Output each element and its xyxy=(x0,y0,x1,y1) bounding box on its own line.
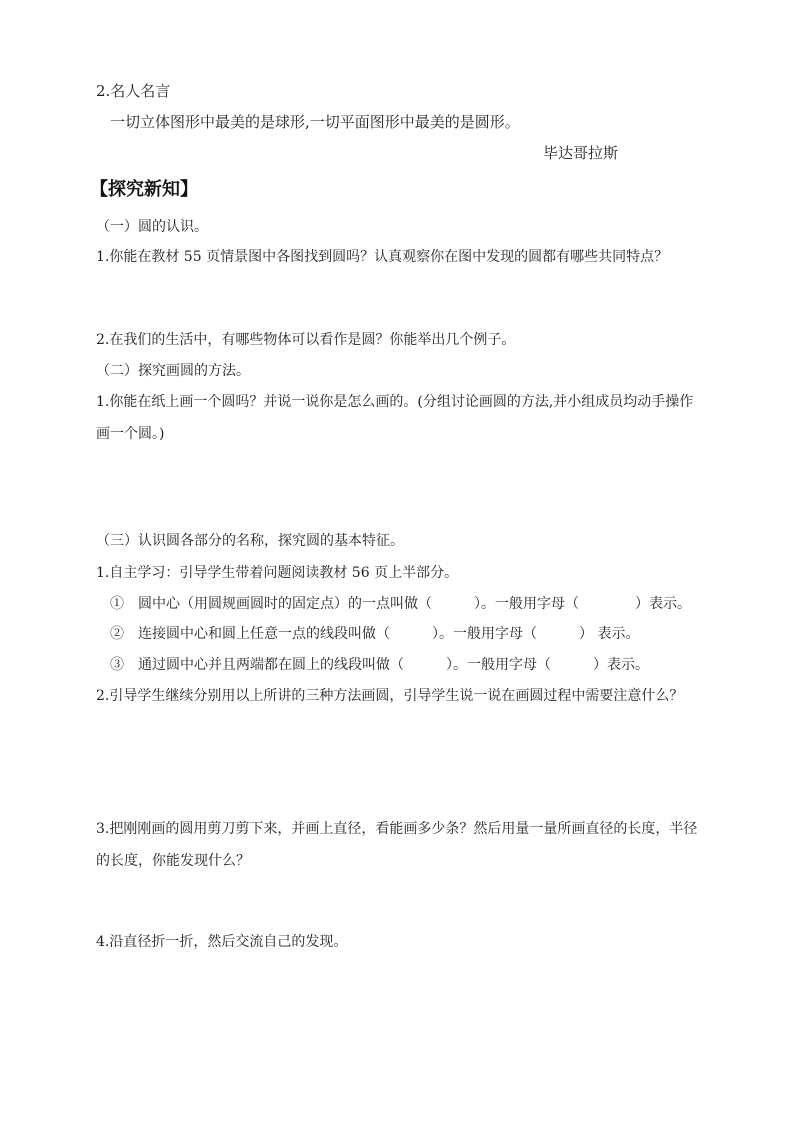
part3-item-2: ② 连接圆中心和圆上任意一点的线段叫做（ ）。一般用字母（ ） 表示。 xyxy=(110,626,640,642)
part3-title: （三）认识圆各部分的名称，探究圆的基本特征。 xyxy=(96,533,404,549)
part3-item-1: ① 圆中心（用圆规画圆时的固定点）的一点叫做（ ）。一般用字母（ ）表示。 xyxy=(110,596,691,612)
part3-question-3-line-1: 3.把刚刚画的圆用剪刀剪下来，并画上直径，看能画多少条？然后用量一量所画直径的长度，半径 xyxy=(96,821,698,837)
part3-question-1: 1.自主学习：引导学生带着问题阅读教材 56 页上半部分。 xyxy=(96,565,459,581)
part2-question-1-line-1: 1.你能在纸上画一个圆吗？并说一说你是怎么画的。(分组讨论画圆的方法,并小组成员均动手操作 xyxy=(96,394,694,410)
part1-question-1: 1.你能在教材 55 页情景图中各图找到圆吗？认真观察你在图中发现的圆都有哪些共同特点？ xyxy=(96,249,669,265)
part3-question-2: 2.引导学生继续分别用以上所讲的三种方法画圆，引导学生说一说在画圆过程中需要注意什么？ xyxy=(96,688,684,704)
part2-question-1-line-2: 画一个圆。) xyxy=(96,426,165,442)
part1-question-2: 2.在我们的生活中，有哪些物体可以看作是圆？你能举出几个例子。 xyxy=(96,332,516,348)
quote-text: 一切立体图形中最美的是球形,一切平面图形中最美的是圆形。 xyxy=(110,113,520,131)
quote-author: 毕达哥拉斯 xyxy=(543,144,619,162)
part3-question-4: 4.沿直径折一折，然后交流自己的发现。 xyxy=(96,934,348,950)
part3-item-3: ③ 通过圆中心并且两端都在圆上的线段叫做（ ）。一般用字母（ ）表示。 xyxy=(110,657,649,673)
section-heading: 【探究新知】 xyxy=(90,179,198,200)
part2-title: （二）探究画圆的方法。 xyxy=(96,363,250,379)
quote-title: 2.名人名言 xyxy=(96,82,171,100)
part1-title: （一）圆的认识。 xyxy=(96,219,208,235)
part3-question-3-line-2: 的长度，你能发现什么？ xyxy=(96,853,250,869)
